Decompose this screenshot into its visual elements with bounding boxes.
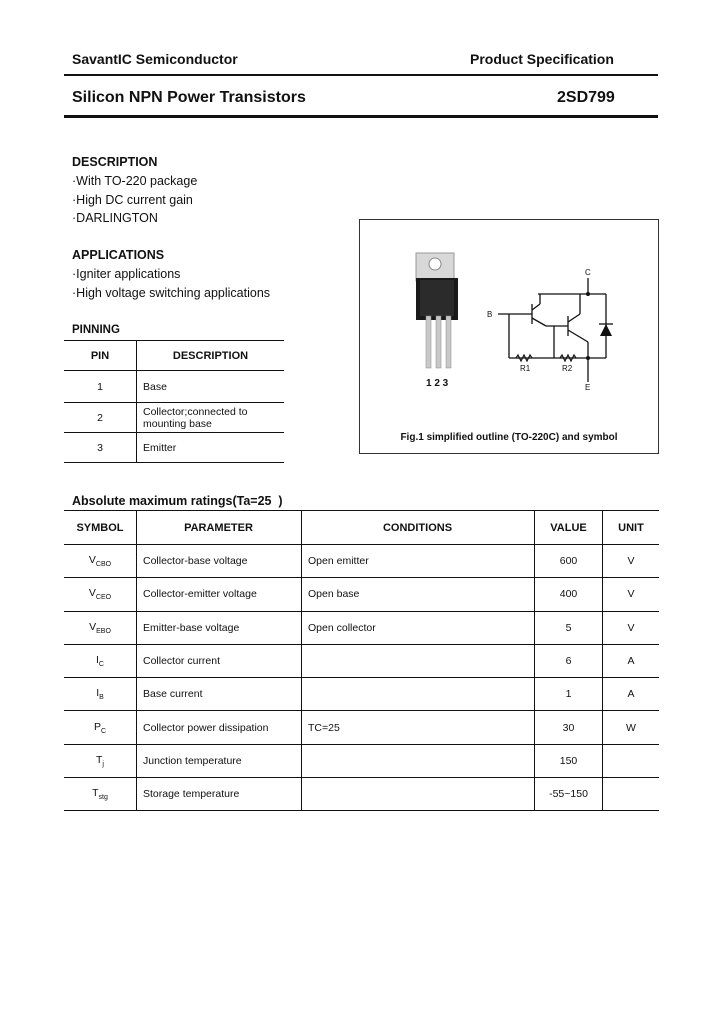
table-row [64, 678, 659, 711]
figure-box [359, 219, 659, 454]
pin-number: 1 [64, 371, 137, 403]
header-rule-bottom [64, 115, 658, 118]
collector-label: C [585, 268, 591, 277]
application-item: ·High voltage switching applications [72, 286, 271, 300]
table-row [64, 545, 659, 578]
figure-caption: Fig.1 simplified outline (TO-220C) and symbol [400, 432, 618, 443]
ratings-table [64, 510, 659, 811]
r1-label: R1 [520, 364, 531, 373]
description-item: ·With TO-220 package [72, 174, 198, 188]
parameter-cell: Emitter-base voltage [137, 611, 302, 644]
table-row [64, 403, 284, 433]
value-cell: 600 [535, 545, 603, 578]
ratings-heading: Absolute maximum ratings(Ta=25 ) [72, 494, 283, 508]
header-rule-top [64, 74, 658, 76]
conditions-cell [302, 778, 535, 811]
parameter-cell: Collector-emitter voltage [137, 578, 302, 611]
junction-dot [586, 356, 590, 360]
table-row [64, 644, 659, 677]
parameter-cell: Collector power dissipation [137, 711, 302, 744]
table-row [64, 433, 284, 463]
conditions-cell: TC=25 [302, 711, 535, 744]
symbol-cell: $I_B$ [64, 678, 137, 711]
symbol-cell: $V_{CEO}$ [64, 578, 137, 611]
pin-number: 2 [64, 403, 137, 433]
description-item: ·DARLINGTON [72, 211, 158, 225]
pin-numbers: 1 2 3 [426, 378, 449, 389]
description-column-header: DESCRIPTION [137, 341, 285, 371]
symbol-cell: $V_{EBO}$ [64, 611, 137, 644]
conditions-cell [302, 644, 535, 677]
table-row [64, 778, 659, 811]
value-cell: 150 [535, 744, 603, 777]
part-number: 2SD799 [557, 89, 615, 106]
description-heading: DESCRIPTION [72, 155, 158, 169]
unit-cell: A [603, 644, 660, 677]
base-label: B [487, 310, 493, 319]
package-and-symbol-diagram [360, 220, 658, 430]
symbol-column-header: SYMBOL [64, 511, 137, 545]
parameter-cell: Storage temperature [137, 778, 302, 811]
value-cell: -55~150 [535, 778, 603, 811]
value-cell: 5 [535, 611, 603, 644]
unit-cell: V [603, 611, 660, 644]
table-row [64, 611, 659, 644]
conditions-cell: Open collector [302, 611, 535, 644]
parameter-cell: Collector-base voltage [137, 545, 302, 578]
parameter-cell: Collector current [137, 644, 302, 677]
symbol-cell: $I_C$ [64, 644, 137, 677]
conditions-cell: Open base [302, 578, 535, 611]
unit-cell [603, 778, 660, 811]
description-item: ·High DC current gain [72, 193, 193, 207]
pinning-heading: PINNING [72, 324, 120, 336]
table-row [64, 371, 284, 403]
junction-dot [586, 292, 590, 296]
conditions-cell [302, 744, 535, 777]
symbol-cell: $V_{CBO}$ [64, 545, 137, 578]
parameter-column-header: PARAMETER [137, 511, 302, 545]
pin-description: Collector;connected to mounting base [137, 403, 285, 433]
unit-cell: W [603, 711, 660, 744]
conditions-cell [302, 678, 535, 711]
value-cell: 30 [535, 711, 603, 744]
applications-heading: APPLICATIONS [72, 248, 165, 262]
pin-description: Emitter [137, 433, 285, 463]
parameter-cell: Junction temperature [137, 744, 302, 777]
pin-column-header: PIN [64, 341, 137, 371]
r2-label: R2 [562, 364, 573, 373]
symbol-cell: $T_j$ [64, 744, 137, 777]
product-line: Silicon NPN Power Transistors [72, 89, 306, 106]
pin-description: Base [137, 371, 285, 403]
value-cell: 6 [535, 644, 603, 677]
conditions-cell: Open emitter [302, 545, 535, 578]
parameter-cell: Base current [137, 678, 302, 711]
to220-package-image [416, 253, 458, 368]
value-cell: 400 [535, 578, 603, 611]
unit-cell [603, 744, 660, 777]
unit-cell: V [603, 545, 660, 578]
value-column-header: VALUE [535, 511, 603, 545]
conditions-column-header: CONDITIONS [302, 511, 535, 545]
application-item: ·Igniter applications [72, 267, 181, 281]
doc-type: Product Specification [470, 51, 614, 67]
unit-cell: A [603, 678, 660, 711]
pin-number: 3 [64, 433, 137, 463]
unit-column-header: UNIT [603, 511, 660, 545]
emitter-label: E [585, 383, 591, 392]
value-cell: 1 [535, 678, 603, 711]
table-row [64, 711, 659, 744]
pinning-table [64, 340, 284, 463]
company-name: SavantIC Semiconductor [72, 51, 238, 67]
table-row [64, 744, 659, 777]
diode-icon [600, 324, 612, 336]
unit-cell: V [603, 578, 660, 611]
symbol-cell: $T_{stg}$ [64, 778, 137, 811]
table-row [64, 578, 659, 611]
symbol-cell: $P_C$ [64, 711, 137, 744]
